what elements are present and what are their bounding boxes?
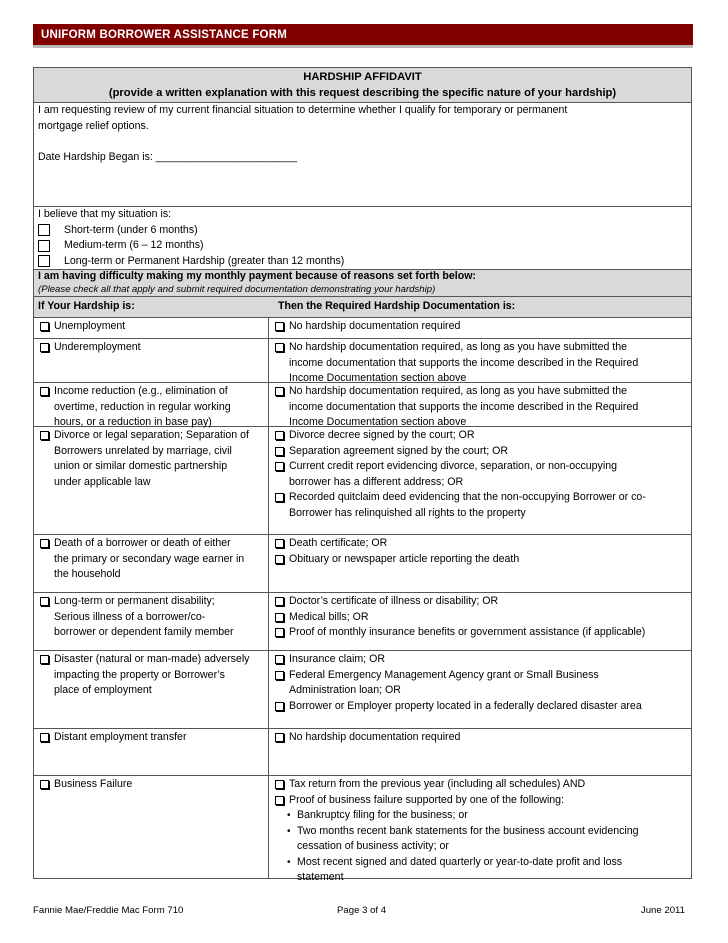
text-line: Federal Emergency Management Agency grant or Small Business	[289, 668, 599, 681]
item-text	[289, 444, 508, 460]
bullet-text	[297, 824, 639, 855]
text-line: Unemployment	[54, 320, 126, 332]
documentation-option[interactable]	[273, 594, 687, 610]
column-header-hardship: If Your Hardship is:	[38, 300, 135, 313]
documentation-option[interactable]	[273, 384, 687, 431]
documentation-option[interactable]	[273, 625, 687, 641]
documentation-option[interactable]	[273, 459, 687, 490]
bullet-item	[273, 808, 687, 824]
text-line: place of employment	[54, 684, 152, 696]
checkbox-icon[interactable]	[275, 493, 284, 502]
text-line: Tax return from the previous year (including all schedules) AND	[289, 778, 586, 790]
documentation-option[interactable]	[273, 610, 687, 626]
documentation-option[interactable]	[273, 340, 687, 387]
text-line: the primary or secondary wage earner in	[54, 552, 245, 565]
hardship-cell	[34, 383, 269, 426]
request-text-line1: I am requesting review of my current financial situation to determine whether I qualify for temporary or permanent	[38, 104, 568, 116]
documentation-option[interactable]	[273, 490, 687, 521]
documentation-cell	[269, 729, 691, 775]
footer-date: June 2011	[640, 905, 685, 916]
text-line: Recorded quitclaim deed evidencing that the non-occupying Borrower or co-	[289, 491, 646, 503]
situation-option-medium-term[interactable]	[38, 238, 687, 254]
checkbox-icon[interactable]	[275, 387, 284, 396]
checkbox-icon[interactable]	[275, 702, 284, 711]
checkbox-icon[interactable]	[40, 539, 49, 548]
checkbox-icon[interactable]	[275, 780, 284, 789]
item-text	[289, 536, 387, 552]
documentation-option[interactable]	[273, 668, 687, 699]
text-line: borrower has a different address; OR	[289, 475, 464, 488]
checkbox-icon[interactable]	[275, 655, 284, 664]
hardship-option[interactable]	[38, 536, 266, 583]
item-text	[289, 459, 617, 490]
difficulty-heading: I am having difficulty making my monthly payment because of reasons set forth below:	[38, 270, 476, 282]
checkbox-icon[interactable]	[275, 343, 284, 352]
item-text	[289, 610, 368, 626]
item-text	[289, 490, 646, 521]
hardship-option[interactable]	[38, 319, 266, 335]
item-text	[289, 428, 474, 444]
item-text	[289, 594, 498, 610]
item-text	[289, 652, 385, 668]
checkbox-icon[interactable]	[275, 597, 284, 606]
hardship-affidavit-form	[33, 67, 692, 883]
checkbox-icon[interactable]	[40, 322, 49, 331]
text-line: Disaster (natural or man-made) adversely	[54, 653, 250, 665]
checkbox[interactable]	[38, 255, 50, 267]
item-text	[289, 793, 564, 809]
hardship-option[interactable]	[38, 384, 266, 431]
request-text-line2: mortgage relief options.	[38, 119, 149, 132]
checkbox-icon[interactable]	[275, 322, 284, 331]
hardship-cell	[34, 535, 269, 592]
request-section	[34, 103, 691, 207]
documentation-cell	[269, 776, 691, 883]
item-text	[289, 668, 599, 699]
text-line: Medical bills; OR	[289, 610, 369, 623]
text-line: Two months recent bank statements for the business account evidencing	[297, 824, 639, 837]
documentation-cell	[269, 535, 691, 592]
checkbox-icon[interactable]	[275, 431, 284, 440]
item-text	[289, 777, 585, 793]
bullet-text	[297, 808, 468, 824]
documentation-cell	[269, 318, 691, 338]
checkbox-icon[interactable]	[275, 539, 284, 548]
date-label: Date Hardship Began is:	[38, 150, 153, 163]
text-line: Serious illness of a borrower/co-	[54, 610, 206, 623]
text-line: Administration loan; OR	[289, 684, 401, 696]
documentation-option[interactable]	[273, 552, 687, 568]
hardship-cell	[34, 729, 269, 775]
table-row	[34, 383, 691, 427]
text-line: income documentation that supports the income described in the Required	[289, 356, 639, 369]
hardship-cell	[34, 318, 269, 338]
checkbox-icon[interactable]	[40, 431, 49, 440]
hardship-cell	[34, 593, 269, 650]
documentation-option[interactable]	[273, 444, 687, 460]
text-line: Insurance claim; OR	[289, 653, 385, 665]
text-line: impacting the property or Borrower’s	[54, 668, 225, 681]
hardship-option[interactable]	[38, 730, 266, 746]
hardship-option[interactable]	[38, 777, 266, 793]
text-line: cessation of business activity; or	[297, 840, 449, 852]
table-row	[34, 729, 691, 776]
checkbox-icon[interactable]	[275, 733, 284, 742]
text-line: Borrower or Employer property located in a federally declared disaster area	[289, 699, 642, 712]
checkbox[interactable]	[38, 240, 50, 252]
table-header	[34, 297, 691, 318]
date-hardship-began	[38, 150, 687, 166]
documentation-option[interactable]	[273, 730, 687, 746]
text-line: Death of a borrower or death of either	[54, 537, 231, 549]
difficulty-instruction: (Please check all that apply and submit required documentation demonstrating your hardship)	[38, 284, 436, 295]
checkbox-icon[interactable]	[40, 780, 49, 789]
text-line: Underemployment	[54, 341, 141, 353]
footer-form-number: Fannie Mae/Freddie Mac Form 710	[33, 905, 184, 916]
item-text	[54, 594, 234, 641]
checkbox-icon[interactable]	[40, 655, 49, 664]
checkbox-icon[interactable]	[40, 733, 49, 742]
hardship-option[interactable]	[38, 428, 266, 490]
text-line: union or similar domestic partnership	[54, 460, 228, 472]
hardship-cell	[34, 651, 269, 728]
table-row	[34, 593, 691, 651]
text-line: overtime, reduction in regular working	[54, 400, 231, 413]
text-line: No hardship documentation required	[289, 731, 461, 743]
text-line: hours, or a reduction in base pay)	[54, 416, 212, 428]
documentation-option[interactable]	[273, 536, 687, 552]
footer-page-number: Page 3 of 4	[337, 905, 387, 916]
option-label: Medium-term (6 – 12 months)	[64, 239, 204, 251]
documentation-option[interactable]	[273, 793, 687, 809]
table-row	[34, 318, 691, 339]
text-line: Income reduction (e.g., elimination of	[54, 385, 228, 397]
documentation-cell	[269, 651, 691, 728]
item-text	[54, 730, 186, 746]
text-line: Income Documentation section above	[289, 372, 467, 384]
hardship-table	[34, 318, 691, 883]
text-line: No hardship documentation required, as long as you have submitted the	[289, 385, 628, 397]
option-label: Long-term or Permanent Hardship (greater than 12 months)	[64, 254, 345, 267]
text-line: Divorce decree signed by the court; OR	[289, 429, 475, 441]
item-text	[54, 652, 249, 699]
text-line: Borrower has relinquished all rights to the property	[289, 506, 526, 519]
bullet-icon: •	[287, 825, 291, 837]
bullet-icon: •	[287, 856, 291, 868]
documentation-cell	[269, 383, 691, 426]
table-row	[34, 651, 691, 729]
checkbox-icon[interactable]	[40, 597, 49, 606]
text-line: Doctor’s certificate of illness or disability; OR	[289, 595, 499, 607]
text-line: Separation agreement signed by the court; OR	[289, 444, 509, 457]
text-line: No hardship documentation required, as long as you have submitted the	[289, 341, 628, 353]
documentation-cell	[269, 593, 691, 650]
bullet-text	[297, 855, 622, 886]
documentation-option[interactable]	[273, 428, 687, 444]
hardship-cell	[34, 427, 269, 534]
bullet-item	[273, 855, 687, 886]
text-line: Death certificate; OR	[289, 537, 388, 549]
documentation-option[interactable]	[273, 699, 687, 715]
checkbox[interactable]	[38, 224, 50, 236]
difficulty-section	[34, 270, 691, 297]
date-field[interactable]: ________________________	[155, 150, 298, 163]
situation-option-short-term[interactable]	[38, 223, 687, 239]
item-text	[289, 625, 645, 641]
text-line: Business Failure	[54, 778, 133, 790]
item-text	[54, 777, 132, 793]
text-line: Borrowers unrelated by marriage, civil	[54, 444, 232, 457]
text-line: Long-term or permanent disability;	[54, 595, 215, 607]
item-text	[54, 384, 231, 431]
text-line: Most recent signed and dated quarterly or year-to-date profit and loss	[297, 855, 623, 868]
affidavit-title: HARDSHIP AFFIDAVIT	[303, 71, 422, 83]
text-line: Distant employment transfer	[54, 731, 187, 743]
text-line: income documentation that supports the income described in the Required	[289, 400, 639, 413]
checkbox-icon[interactable]	[275, 613, 284, 622]
documentation-cell	[269, 339, 691, 382]
text-line: No hardship documentation required	[289, 320, 461, 332]
documentation-option[interactable]	[273, 319, 687, 335]
table-row	[34, 427, 691, 535]
checkbox-icon[interactable]	[275, 671, 284, 680]
text-line: the household	[54, 568, 121, 580]
item-text	[54, 319, 125, 335]
text-line: Divorce or legal separation; Separation of	[54, 429, 249, 441]
table-row	[34, 776, 691, 883]
item-text	[54, 536, 244, 583]
table-row	[34, 339, 691, 383]
item-text	[289, 730, 460, 746]
item-text	[289, 340, 638, 387]
item-text	[289, 319, 460, 335]
situation-option-long-term[interactable]	[38, 254, 687, 270]
item-text	[289, 699, 642, 715]
table-row	[34, 535, 691, 593]
checkbox-icon[interactable]	[40, 387, 49, 396]
hardship-option[interactable]	[38, 652, 266, 699]
text-line: under applicable law	[54, 475, 151, 488]
situation-section	[34, 207, 691, 270]
text-line: statement	[297, 871, 344, 883]
hardship-option[interactable]	[38, 594, 266, 641]
item-text	[54, 428, 249, 490]
text-line: Bankruptcy filing for the business; or	[297, 809, 468, 821]
checkbox-icon[interactable]	[275, 555, 284, 564]
situation-label: I believe that my situation is:	[38, 208, 172, 220]
form-title: UNIFORM BORROWER ASSISTANCE FORM	[41, 28, 287, 41]
checkbox-icon[interactable]	[275, 628, 284, 637]
documentation-option[interactable]	[273, 777, 687, 793]
checkbox-icon[interactable]	[275, 447, 284, 456]
hardship-option[interactable]	[38, 340, 266, 356]
item-text	[289, 384, 638, 431]
text-line: Proof of business failure supported by one of the following:	[289, 793, 565, 806]
affidavit-header	[34, 68, 691, 103]
hardship-cell	[34, 339, 269, 382]
affidavit-subtitle: (provide a written explanation with this request describing the specific nature of your hardship)	[108, 87, 617, 99]
text-line: Current credit report evidencing divorce, separation, or non-occupying	[289, 460, 617, 472]
checkbox-icon[interactable]	[275, 462, 284, 471]
column-header-documentation: Then the Required Hardship Documentation is:	[278, 300, 516, 313]
documentation-cell	[269, 427, 691, 534]
option-label: Short-term (under 6 months)	[64, 223, 198, 236]
hardship-cell	[34, 776, 269, 878]
checkbox-icon[interactable]	[40, 343, 49, 352]
checkbox-icon[interactable]	[275, 796, 284, 805]
text-line: Proof of monthly insurance benefits or government assistance (if applicable)	[289, 626, 646, 638]
text-line: Income Documentation section above	[289, 416, 467, 428]
bullet-item	[273, 824, 687, 855]
text-line: borrower or dependent family member	[54, 626, 234, 638]
documentation-option[interactable]	[273, 652, 687, 668]
item-text	[289, 552, 519, 568]
text-line: Obituary or newspaper article reporting the death	[289, 552, 520, 565]
item-text	[54, 340, 141, 356]
bullet-icon: •	[287, 810, 291, 821]
form-banner	[33, 24, 693, 48]
